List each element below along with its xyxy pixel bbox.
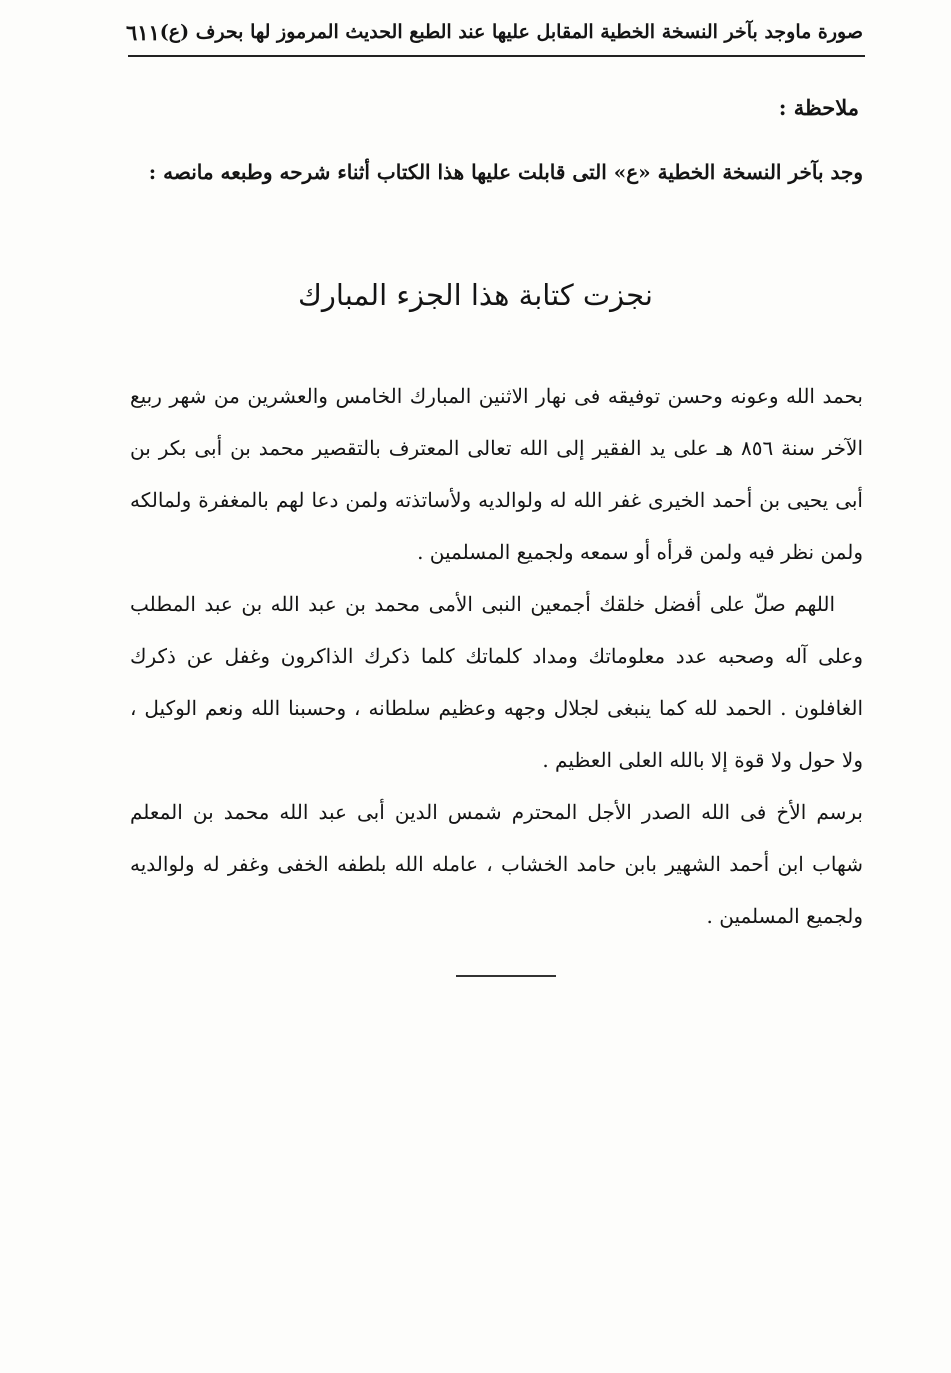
end-rule [456, 975, 556, 977]
note-label: ملاحظة : [778, 95, 859, 120]
running-title: صورة ماوجد بآخر النسخة الخطية المقابل عليها عند الطبع الحديث المرموز لها بحرف (ع) [159, 21, 863, 43]
page-number: ٦١١ [125, 19, 160, 45]
prayer-paragraph: اللهم صلّ على أفضل خلقك أجمعين النبى الأمى محمد بن عبد الله بن عبد المطلب وعلى آله وصحبه عدد معلوماتك ومداد كلماتك كلما ذكرك الذاكرون وغفل عن ذكرك الغافلون . الحمد لله كما ينبغى لجلال وجهه وعظيم سلطانه ، وحسبنا الله ونعم الوكيل ، ولا حول ولا قوة إلا بالله العلى العظيم . [130, 592, 863, 772]
dedication-paragraph: برسم الأخ فى الله الصدر الأجل المحترم شمس الدين أبى عبد الله محمد بن المعلم شهاب ابن أحمد الشهير بابن حامد الخشاب ، عامله الله بلطفه الخفى وغفر له ولوالديه ولجميع المسلمين . [130, 800, 863, 928]
note-body: وجد بآخر النسخة الخطية «ع» التى قابلت عليها هذا الكتاب أثناء شرحه وطبعه مانصه : [148, 160, 863, 184]
page-header [125, 14, 863, 50]
colophon-paragraph: بحمد الله وعونه وحسن توفيقه فى نهار الاثنين المبارك الخامس والعشرين من شهر ربيع الآخر سنة ٨٥٦ هـ على يد الفقير إلى الله تعالى المعترف بالتقصير محمد بن أبى بكر بن أبى يحيى بن أحمد الخيرى غفر الله له ولوالديه ولأساتذته ولمن دعا لهم بالمغفرة ولمالكه ولمن نظر فيه ولمن قرأه أو سمعه ولجميع المسلمين . [130, 384, 864, 564]
colophon-heading: نجزت كتابة هذا الجزء المبارك [298, 278, 653, 312]
header-rule [128, 55, 865, 57]
